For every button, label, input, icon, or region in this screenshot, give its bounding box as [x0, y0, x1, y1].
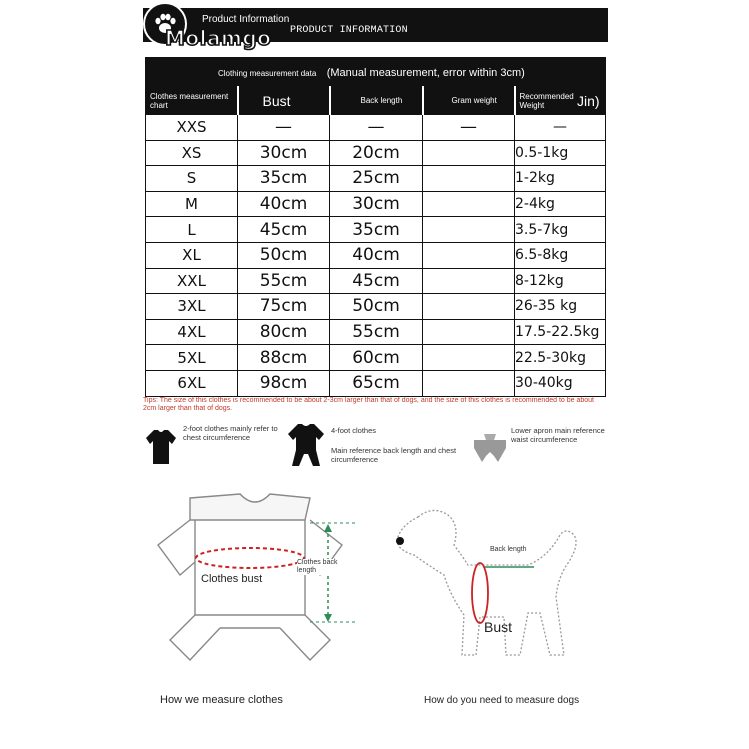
table-row	[146, 191, 606, 217]
gram-weight-cell	[423, 268, 515, 294]
table-row	[146, 140, 606, 166]
weight-cell: 30-40kg	[515, 370, 606, 396]
back-length-cell: 50cm	[330, 294, 423, 320]
clothes-back-label: Clothes back length	[297, 559, 349, 575]
weight-cell: 2-4kg	[515, 191, 606, 217]
dog-bust-label: Bust	[484, 619, 513, 635]
table-row	[146, 319, 606, 345]
gram-weight-cell	[423, 242, 515, 268]
size-cell: 6XL	[146, 370, 238, 396]
weight-cell: 1-2kg	[515, 166, 606, 192]
bust-cell: 75cm	[238, 294, 330, 320]
header-gram-weight: Gram weight	[423, 87, 515, 115]
back-length-cell: 35cm	[330, 217, 423, 243]
size-cell: S	[146, 166, 238, 192]
gram-weight-cell	[423, 294, 515, 320]
dog-diagram	[388, 505, 593, 675]
four-foot-title: 4-foot clothes	[331, 426, 377, 435]
clothes-bust-line	[196, 548, 304, 568]
size-cell: 5XL	[146, 345, 238, 371]
size-cell: 3XL	[146, 294, 238, 320]
table-row	[146, 370, 606, 396]
header-title: Product Information	[202, 14, 290, 25]
gram-weight-cell	[423, 370, 515, 396]
back-length-cell: 25cm	[330, 166, 423, 192]
weight-cell: 8-12kg	[515, 268, 606, 294]
table-row	[146, 217, 606, 243]
tip-text: Tips: The size of this clothes is recommended to be about 2-3cm larger than that of dogs, and the size of this clothes is recommended to be about 2cm larger than that of dogs.	[143, 397, 594, 412]
back-length-cell: 55cm	[330, 319, 423, 345]
back-length-cell: 40cm	[330, 242, 423, 268]
weight-cell: —	[515, 115, 606, 141]
gram-weight-cell	[423, 166, 515, 192]
gram-weight-cell	[423, 217, 515, 243]
bust-cell: 55cm	[238, 268, 330, 294]
bust-cell: 88cm	[238, 345, 330, 371]
dog-bust-line	[472, 563, 488, 623]
bust-cell: 30cm	[238, 140, 330, 166]
size-cell: L	[146, 217, 238, 243]
gram-weight-cell	[423, 191, 515, 217]
weight-cell: 22.5-30kg	[515, 345, 606, 371]
size-cell: XXS	[146, 115, 238, 141]
gram-weight-cell	[423, 140, 515, 166]
back-length-cell: 60cm	[330, 345, 423, 371]
header-weight	[515, 87, 606, 115]
table-row	[146, 242, 606, 268]
apron-note: Lower apron main reference waist circumference	[511, 426, 605, 444]
back-length-cell: —	[330, 115, 423, 141]
four-foot-clothes-icon	[286, 422, 326, 468]
weight-cell: 26-35 kg	[515, 294, 606, 320]
bust-cell: 35cm	[238, 166, 330, 192]
header-subtitle: PRODUCT INFORMATION	[290, 25, 408, 36]
size-cell: 4XL	[146, 319, 238, 345]
size-chart-table	[145, 57, 606, 397]
table-row	[146, 294, 606, 320]
dog-back-label: Back length	[490, 546, 527, 553]
table-row	[146, 345, 606, 371]
caption-right: (Manual measurement, error within 3cm)	[326, 67, 525, 79]
size-cell: M	[146, 191, 238, 217]
header-weight-label: Recommended Weight	[519, 91, 574, 110]
size-cell: XXL	[146, 268, 238, 294]
size-cell: XL	[146, 242, 238, 268]
clothes-bust-label: Clothes bust	[201, 573, 263, 585]
two-foot-clothes-icon	[145, 428, 177, 466]
table-row	[146, 268, 606, 294]
table-row	[146, 166, 606, 192]
bust-cell: 50cm	[238, 242, 330, 268]
four-foot-desc: Main reference back length and chest circumference	[331, 446, 457, 464]
gram-weight-cell	[423, 319, 515, 345]
header-weight-unit: Jin)	[576, 92, 600, 109]
caption-left: Clothing measurement data	[218, 69, 317, 78]
back-length-cell: 65cm	[330, 370, 423, 396]
bust-cell: 40cm	[238, 191, 330, 217]
bust-cell: 80cm	[238, 319, 330, 345]
table-row	[146, 115, 606, 141]
weight-cell: 3.5-7kg	[515, 217, 606, 243]
bust-cell: 45cm	[238, 217, 330, 243]
back-length-cell: 30cm	[330, 191, 423, 217]
weight-cell: 0.5-1kg	[515, 140, 606, 166]
header-bust: Bust	[238, 87, 330, 115]
bust-cell: 98cm	[238, 370, 330, 396]
gram-weight-cell: —	[423, 115, 515, 141]
header-size: Clothes measurement chart	[146, 87, 238, 115]
table-body	[146, 115, 606, 397]
back-length-cell: 45cm	[330, 268, 423, 294]
back-length-cell: 20cm	[330, 140, 423, 166]
header-back-length: Back length	[330, 87, 423, 115]
weight-cell: 17.5-22.5kg	[515, 319, 606, 345]
bust-cell: —	[238, 115, 330, 141]
table-caption-row	[146, 58, 606, 87]
two-foot-note: 2-foot clothes mainly refer to chest circumference	[183, 424, 278, 442]
clothes-caption: How we measure clothes	[160, 694, 283, 706]
dog-caption: How do you need to measure dogs	[424, 695, 580, 706]
gram-weight-cell	[423, 345, 515, 371]
logo-text: Molamgo	[165, 26, 272, 50]
size-cell: XS	[146, 140, 238, 166]
table-header-row	[146, 87, 606, 115]
weight-cell: 6.5-8kg	[515, 242, 606, 268]
apron-clothes-icon	[470, 432, 510, 464]
